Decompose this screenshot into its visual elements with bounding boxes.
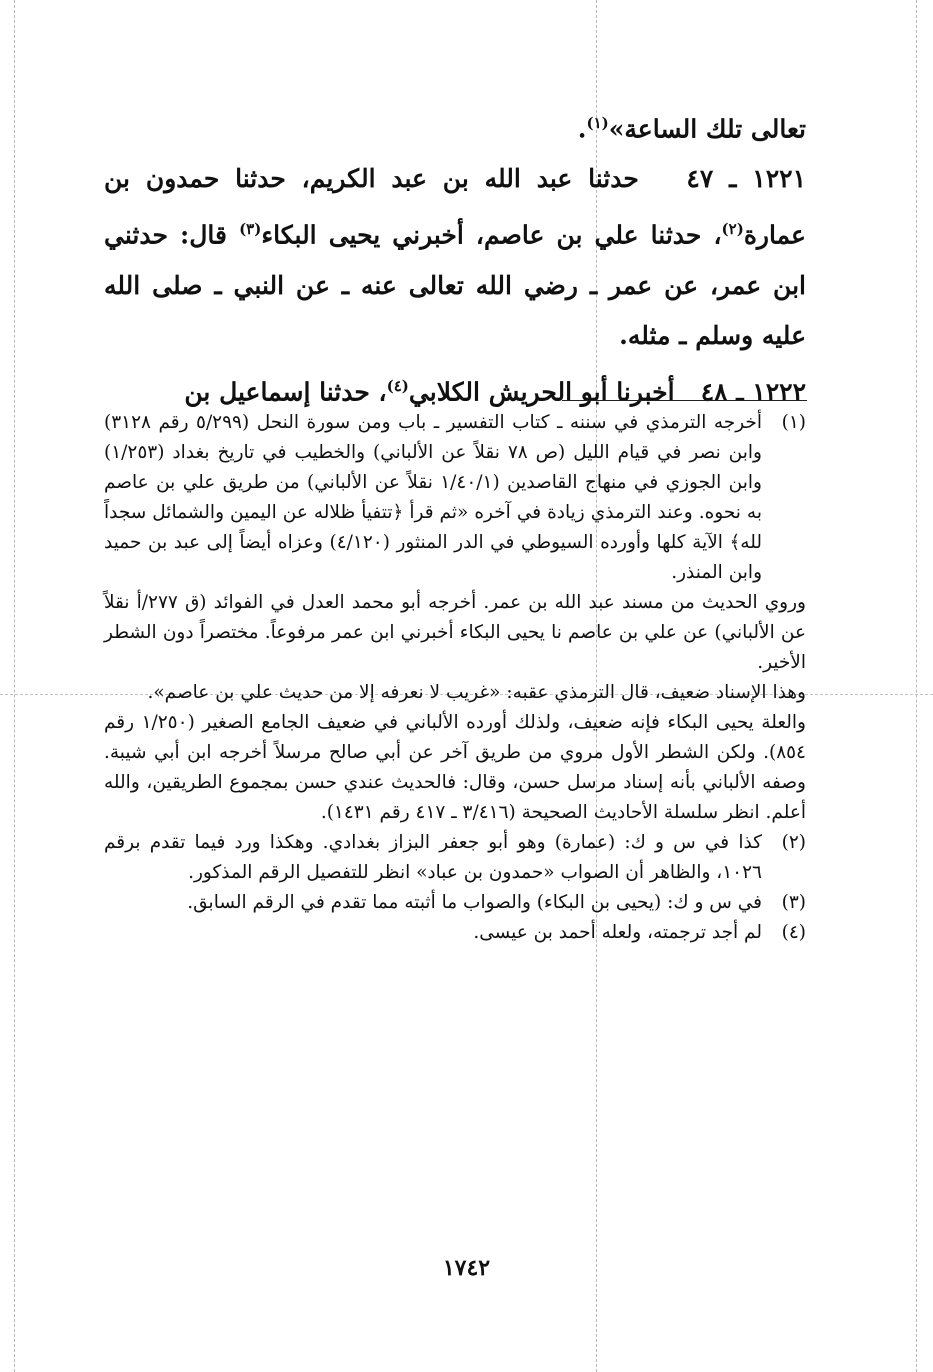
hadith-48: ١٢٢٢ ـ ٤٨ أخبرنا أبو الحريش الكلابي$^{(٤)}$، حدثنا إسماعيل بن — [184, 376, 806, 406]
hadith-number: ١٢٢١ ـ ٤٧ — [686, 164, 806, 194]
main-text — [104, 98, 806, 417]
footnote-1: (١) أخرجه الترمذي في سننه ـ كتاب التفسير ـ باب ومن سورة النحل (٥/٢٩٩ رقم ٣١٢٨) وابن نصر في قيام الليل (ص ٧٨ نقلاً عن الألباني) والخطيب في تاريخ بغداد (١/٢٥٣) وابن الجوزي في منهاج القاصدين (١/٤٠/١ نقلاً عن الألباني) من طريق علي بن عاصم به نحوه. وعند الترمذي زيادة في آخره «ثم قرأ ﴿تتفيأ ظلاله عن اليمين والشمائل سجداً لله﴾ الآية كلها وأورده السيوطي في الدر المنثور (٤/١٢٠) وعزاه أيضاً إلى عبد بن حميد وابن المنذر. — [104, 412, 806, 583]
hadith-number: ١٢٢٢ ـ ٤٨ — [700, 376, 806, 406]
footnote-3: (٣) في س و ك: (يحيى بن البكاء) والصواب ما أثبته مما تقدم في الرقم السابق. — [187, 892, 806, 913]
footnote-ref: (٤) — [386, 376, 409, 395]
footnotes — [104, 408, 806, 948]
hadith-47: ١٢٢١ ـ ٤٧ حدثنا عبد الله بن عبد الكريم، حدثنا حمدون بن عمارة$^{(٢)}$، حدثنا علي بن عاصم، أخبرني يحيى البكاء$^{(٣)}$ قال: حدثني ابن عمر، عن عمر ـ رضي الله تعالى عنه ـ عن النبي ـ صلى الله عليه وسلم ـ مثله. — [104, 164, 806, 350]
continuation-line: تعالى تلك الساعة»$^{(١)}$. — [577, 114, 806, 144]
footnote-ref: (٢) — [721, 220, 744, 239]
footnote-2: (٢) كذا في س و ك: (عمارة) وهو أبو جعفر البزاز بغدادي. وهكذا ورد فيما تقدم برقم ١٠٢٦، والظاهر أن الصواب «حمدون بن عباد» انظر للتفصيل الرقم المذكور. — [104, 832, 806, 883]
footnote-separator — [562, 400, 807, 401]
footnote-1-paragraph: وروي الحديث من مسند عبد الله بن عمر. أخرجه أبو محمد العدل في الفوائد (ق ٢٧٧/أ نقلاً عن الألباني) عن علي بن عاصم نا يحيى البكاء أخبرني ابن عمر مرفوعاً. مختصراً دون الشطر الأخير. — [104, 592, 806, 673]
guide-line-right — [916, 0, 917, 1372]
footnote-4: (٤) لم أجد ترجمته، ولعله أحمد بن عيسى. — [473, 922, 806, 943]
footnote-1-paragraph: وهذا الإسناد ضعيف، قال الترمذي عقبه: «غريب لا نعرفه إلا من حديث علي بن عاصم». — [147, 682, 806, 703]
footnote-1-paragraph: والعلة يحيى البكاء فإنه ضعيف، ولذلك أورده الألباني في ضعيف الجامع الصغير (١/٢٥٠ رقم ٨٥٤). ولكن الشطر الأول مروي من طريق آخر عن أبي صالح مرسلاً أخرجه ابن أبي شيبة. وصفه الألباني بأنه إسناد مرسل حسن، وقال: فالحديث عندي حسن بمجموع الطريقين، والله أعلم. انظر سلسلة الأحاديث الصحيحة (٣/٤١٦ ـ ٤١٧ رقم ١٤٣١). — [104, 712, 806, 823]
guide-line-left — [14, 0, 15, 1372]
page-number: ١٧٤٢ — [442, 1255, 491, 1281]
footnote-ref: (٣) — [239, 220, 262, 239]
